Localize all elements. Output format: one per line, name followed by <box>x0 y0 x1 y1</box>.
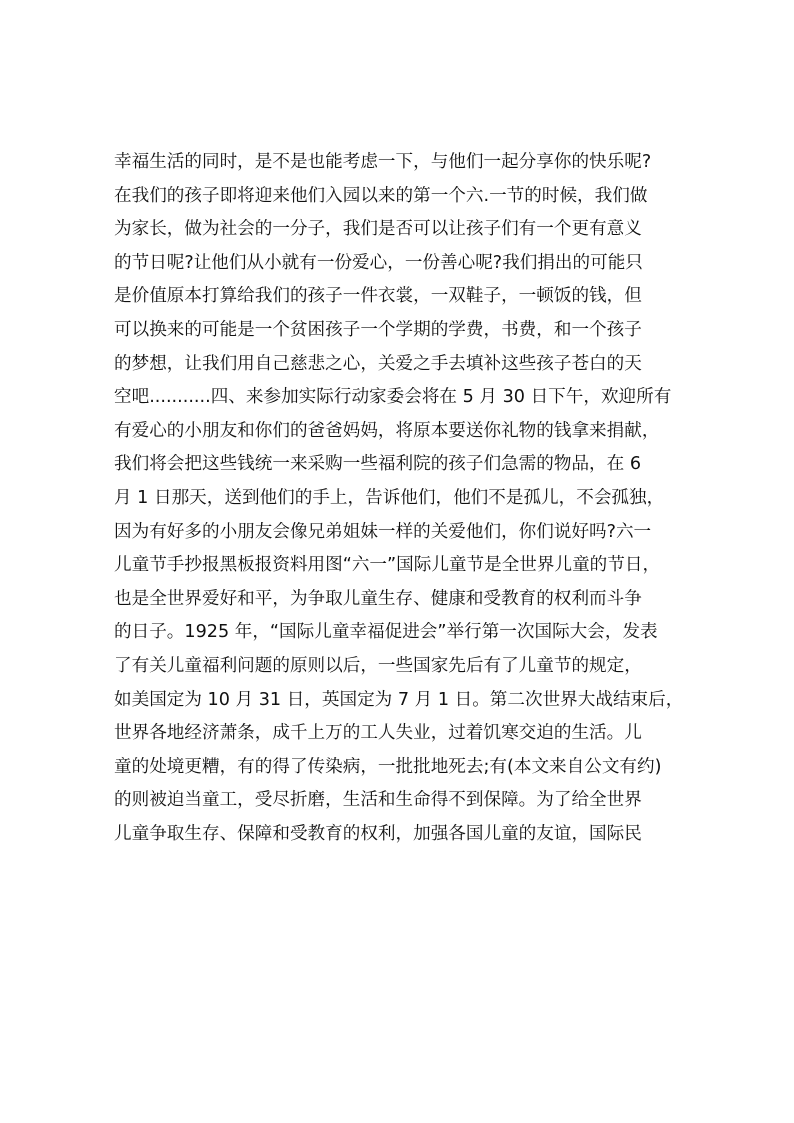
text-line: 如美国定为 10 月 31 日，英国定为 7 月 1 日。第二次世界大战结束后， <box>114 689 684 710</box>
text-line: 的节日呢?让他们从小就有一份爱心，一份善心呢?我们捐出的可能只 <box>114 252 643 273</box>
text-line: 是价值原本打算给我们的孩子一件衣裳，一双鞋子，一顿饭的钱，但 <box>114 286 642 307</box>
text-line: 为家长，做为社会的一分子，我们是否可以让孩子们有一个更有意义 <box>114 219 642 240</box>
text-line: 在我们的孩子即将迎来他们入园以来的第一个六.一节的时候，我们做 <box>114 185 648 206</box>
text-line: 的日子。1925 年，“国际儿童幸福促进会”举行第一次国际大会，发表 <box>114 622 658 643</box>
body-text <box>114 146 688 851</box>
text-line: 童的处境更糟，有的得了传染病，一批批地死去;有(本文来自公文有约) <box>114 756 662 777</box>
text-line: 的则被迫当童工，受尽折磨，生活和生命得不到保障。为了给全世界 <box>114 790 642 811</box>
text-line: 有爱心的小朋友和你们的爸爸妈妈，将原本要送你礼物的钱拿来捐献， <box>114 420 660 441</box>
text-line: 空吧...........四、来参加实际行动家委会将在 5 月 30 日下午，欢迎所有 <box>114 387 672 408</box>
text-line: 的梦想，让我们用自己慈悲之心，关爱之手去填补这些孩子苍白的天 <box>114 353 642 374</box>
text-line: 幸福生活的同时，是不是也能考虑一下，与他们一起分享你的快乐呢? <box>114 152 652 172</box>
text-line: 我们将会把这些钱统一来采购一些福利院的孩子们急需的物品，在 6 <box>114 454 642 475</box>
text-line: 儿童节手抄报黑板报资料用图“六一”国际儿童节是全世界儿童的节日， <box>114 555 661 576</box>
text-line: 也是全世界爱好和平，为争取儿童生存、健康和受教育的权利而斗争 <box>114 588 642 609</box>
text-line: 世界各地经济萧条，成千上万的工人失业，过着饥寒交迫的生活。儿 <box>114 723 642 744</box>
text-line: 了有关儿童福利问题的原则以后，一些国家先后有了儿童节的规定， <box>114 655 642 676</box>
text-line: 可以换来的可能是一个贫困孩子一个学期的学费，书费，和一个孩子 <box>114 319 642 340</box>
text-line: 月 1 日那天，送到他们的手上，告诉他们，他们不是孤儿，不会孤独， <box>114 487 665 508</box>
text-line: 因为有好多的小朋友会像兄弟姐妹一样的关爱他们，你们说好吗?六一 <box>114 521 652 542</box>
text-line: 儿童争取生存、保障和受教育的权利，加强各国儿童的友谊，国际民 <box>114 823 642 844</box>
